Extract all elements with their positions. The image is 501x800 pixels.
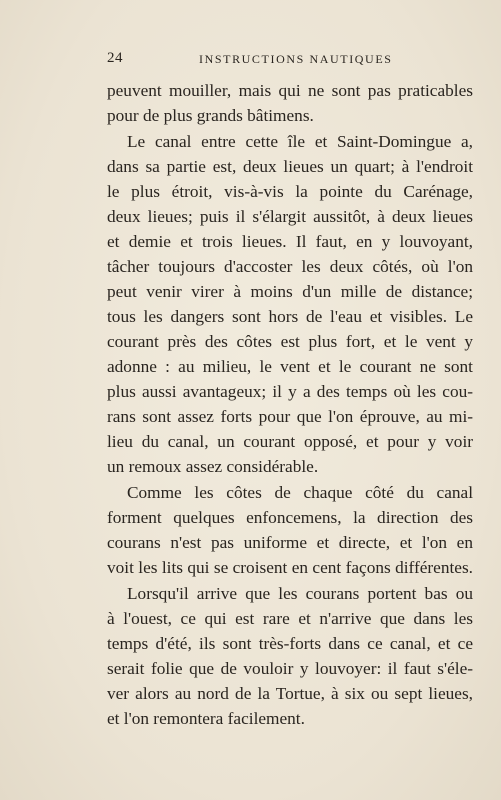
text-line: lieu du canal, un courant opposé, et pour y voir (107, 432, 473, 451)
text-line: le plus étroit, vis-à-vis la pointe du Carénage, (107, 182, 473, 201)
text-line: à l'ouest, ce qui est rare et n'arrive que dans les (107, 609, 473, 628)
text-line: Lorsqu'il arrive que les courans portent bas ou (127, 584, 473, 603)
text-line: dans sa partie est, deux lieues un quart; à l'endroit (107, 157, 473, 176)
text-line: plus aussi avantageux; il y a des temps où les cou- (107, 382, 473, 401)
text-line: voit les lits qui se croisent en cent façons différentes. (107, 558, 473, 577)
page-number: 24 (107, 50, 123, 66)
text-line: et demie et trois lieues. Il faut, en y louvoyant, (107, 232, 473, 251)
body-text (107, 78, 473, 731)
text-line: forment quelques enfoncemens, la direction des (107, 508, 473, 527)
text-line: ver alors au nord de la Tortue, à six ou sept lieues, (107, 684, 473, 703)
text-line: rans sont assez forts pour que l'on éprouve, au mi- (107, 407, 473, 426)
text-line: Comme les côtes de chaque côté du canal (127, 483, 473, 502)
text-line: deux lieues; puis il s'élargit aussitôt, à deux lieues (107, 207, 473, 226)
paragraph (107, 480, 473, 580)
text-line: courans n'est pas uniforme et directe, et l'on en (107, 533, 473, 552)
text-line: un remoux assez considérable. (107, 457, 319, 476)
text-line: adonne : au milieu, le vent et le courant ne sont (107, 357, 473, 376)
text-line: tâcher toujours d'accoster les deux côtés, où l'on (107, 257, 473, 276)
paragraph (107, 129, 473, 479)
running-head: INSTRUCTIONS NAUTIQUES (199, 52, 393, 66)
text-line: tous les dangers sont hors de l'eau et visibles. Le (107, 307, 473, 326)
text-line: pour de plus grands bâtimens. (107, 106, 314, 125)
text-line: serait folie que de vouloir y louvoyer: il faut s'éle- (107, 659, 473, 678)
text-line: Le canal entre cette île et Saint-Domingue a, (127, 132, 473, 151)
text-line: temps d'été, ils sont très-forts dans ce canal, et ce (107, 634, 473, 653)
text-line: courant près des côtes est plus fort, et le vent y (107, 332, 473, 351)
page-header (107, 50, 473, 70)
paragraph (107, 581, 473, 731)
paragraph (107, 78, 473, 128)
text-line: peut venir virer à moins d'un mille de distance; (107, 282, 473, 301)
text-line: et l'on remontera facilement. (107, 709, 305, 728)
text-line: peuvent mouiller, mais qui ne sont pas praticables (107, 81, 473, 100)
